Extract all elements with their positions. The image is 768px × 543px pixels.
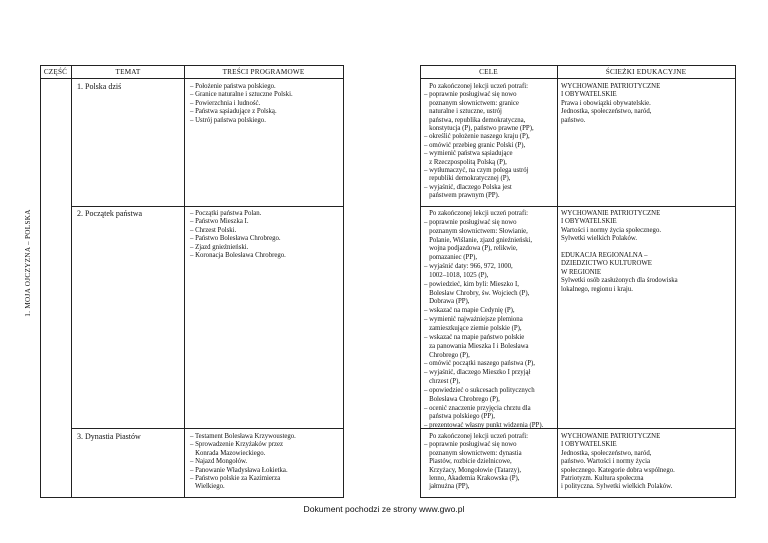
row-2-goals: Po zakończonej lekcji uczeń potrafi: – poprawnie posługiwać się nowo poznanym słownictwem: Słowianie, Polanie, Wiślanie, zjazd gnieźnieński, wojna podjazdowa (P), relikwie, pomazaniec (PP), – wyjaśnić daty: 966, 972, 1000, 1002–1018, 1025 (P), – powiedzieć, kim byli: Mieszko I, Bolesław Chrobry, św. Wojciech (P), Dobrawa (PP), – wskazać na mapie Cedynię (P), – wymienić najważniejsze plemiona zamieszkujące ziemie polskie (P), – wskazać na mapie państwo polskie za panowania Mieszka I i Bolesława Chrobrego (P), – omówić początki naszego państwa (P), – wyjaśnić, dlaczego Mieszko I przyjął chrzest (P), – opowiedzieć o sukcesach politycznych Bolesława Chrobrego (P), – ocenić znaczenie przyjęcia chrztu dla państwa polskiego (PP), – prezentować własny punkt widzenia (PP).	[424, 210, 544, 430]
footer-source: Dokument pochodzi ze strony www.gwo.pl	[303, 504, 465, 514]
row-2-topic: 2. Początek państwa	[77, 209, 143, 218]
row-3-paths: WYCHOWANIE PATRIOTYCZNE I OBYWATELSKIE Jednostka, społeczeństwo, naród, państwo. Wartości i normy życia społecznego. Kategorie dobra wspólnego. Patriotyzm. Kultura społeczna i polityczna. Sylwetki wielkich Polaków.	[561, 433, 675, 491]
header-temat: TEMAT	[115, 68, 141, 76]
row-3-goals: Po zakończonej lekcji uczeń potrafi: – poprawnie posługiwać się nowo poznanym słownictwem: dynastia Piastów, rozbicie dzielnicowe, Krzyżacy, Mongołowie (Tatarzy), lenno, Akademia Krakowska (P), jałmużna (PP),	[424, 433, 528, 491]
row-rule-1	[71, 206, 343, 207]
row-1-goals: Po zakończonej lekcji uczeń potrafi: – poprawnie posługiwać się nowo poznanym słownictwem: granice naturalne i sztuczne, ustrój państwa, republika demokratyczna, konstytucja (P), państwo prawne (PP), – określić położenie naszego kraju (P), – omówić przebieg granic Polski (P), – wymienić państwa sąsiadujące z Rzeczpospolitą Polską (P), – wytłumaczyć, na czym polega ustrój republiki demokratycznej (P), – wyjaśnić, dlaczego Polska jest państwem prawnym (PP).	[424, 83, 534, 200]
left-header-rule	[40, 78, 343, 79]
row-3-topic: 3. Dynastia Piastów	[77, 432, 141, 441]
row-rule-2	[71, 428, 343, 429]
section-label: 1. MOJA OJCZYZNA – POLSKA	[24, 209, 32, 317]
header-sciezki: ŚCIEŻKI EDUKACYJNE	[605, 68, 687, 76]
header-czesc: CZĘŚĆ	[43, 68, 68, 76]
col-rule-cele	[557, 65, 558, 497]
row-rule-3	[420, 206, 735, 207]
col-rule-czesc	[71, 65, 72, 497]
row-1-topic: 1. Polska dziś	[77, 82, 122, 91]
header-cele: CELE	[479, 68, 498, 76]
row-1-content: – Położenie państwa polskiego. – Granice naturalne i sztuczne Polski. – Powierzchnia i ludność. – Państwa sąsiadujące z Polską. – Ustrój państwa polskiego.	[190, 83, 293, 124]
row-2-paths: WYCHOWANIE PATRIOTYCZNE I OBYWATELSKIE Wartości i normy życia społecznego. Sylwetki wielkich Polaków. EDUKACJA REGIONALNA – DZIEDZICTWO KULTUROWE W REGIONIE Sylwetki osób zasłużonych dla środowiska lokalnego, regionu i kraju.	[561, 210, 678, 293]
col-rule-temat	[184, 65, 185, 497]
right-header-rule	[420, 78, 735, 79]
row-3-content: – Testament Bolesława Krzywoustego. – Sprowadzenie Krzyżaków przez Konrada Mazowieckiego. – Najazd Mongołów. – Panowanie Władysława Łokietka. – Państwo polskie za Kazimierza Wielkiego.	[190, 433, 296, 491]
row-1-paths: WYCHOWANIE PATRIOTYCZNE I OBYWATELSKIE Prawa i obowiązki obywatelskie. Jednostka, społeczeństwo, naród, państwo.	[561, 83, 661, 124]
header-tresci: TREŚCI PROGRAMOWE	[222, 68, 305, 76]
row-2-content: – Początki państwa Polan. – Państwo Mieszka I. – Chrzest Polski. – Państwo Bolesława Chrobrego. – Zjazd gnieźnieński. – Koronacja Bolesława Chrobrego.	[190, 210, 286, 260]
